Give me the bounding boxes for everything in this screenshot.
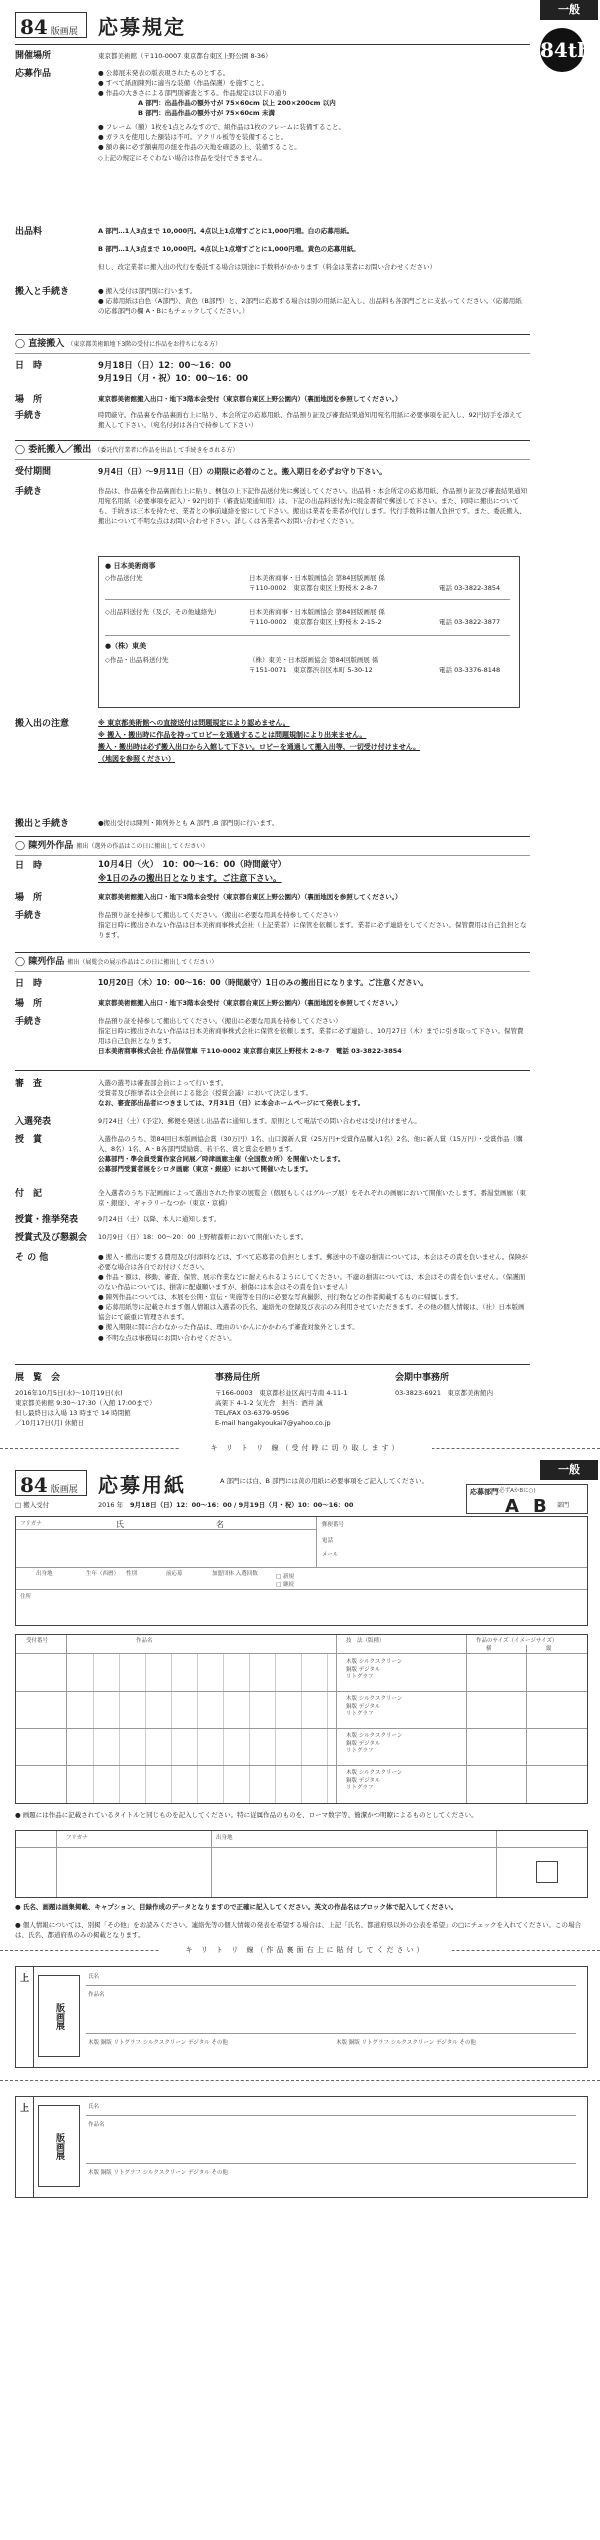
form-footnote-3: ● 個人情報については、別掲「その他」をお読みください。連絡先等の個人情報の発表を希望する場合は、上記「氏名、都道府県以外の公表を希望」の□にチェックを入れてください。この場合は、氏名、都道府県のみの掲載となります。 bbox=[15, 1921, 582, 1940]
form-category-tag: 一般 bbox=[540, 1460, 598, 1480]
award-line: 公募部門・準会員受賞作家合同展／時津画廊主催（全国数カ所）を開催いたします。 bbox=[98, 1155, 345, 1164]
agent-r3-tel: 電話 03-3376-8148 bbox=[439, 666, 501, 674]
new-checkbox[interactable]: □ 新規 bbox=[276, 1574, 294, 1580]
out2-proc-1: 作品預り証を持参して搬出してください。（搬出に必要な用具を持参してください） bbox=[98, 1017, 342, 1025]
form-title: 応募用紙 bbox=[98, 1473, 186, 1497]
tech-row-2[interactable]: 木版 シルクスクリーン 銅版 デジタル リトグラフ bbox=[346, 1696, 403, 1718]
procedure-line: ● 搬入受付は部門別に行います。 bbox=[98, 287, 197, 295]
procedure-block bbox=[98, 286, 528, 316]
caution-line: ※ 東京都美術館への直接送付は問題規定により認めません。 bbox=[98, 719, 290, 727]
agent-proc-label: 手続き bbox=[15, 487, 43, 497]
agent-r3-zip: 〒151-0071 東京都渋谷区本町 5-30-12 bbox=[249, 666, 373, 674]
fee-b: B 部門…1人3点まで 10,000円。4点以上1点増すごとに1,000円増。黄色の応募用紙。 bbox=[98, 245, 360, 254]
agent-period-label: 受付期間 bbox=[15, 467, 52, 477]
out1-place-label: 場 所 bbox=[15, 893, 43, 903]
fee-block bbox=[98, 226, 528, 272]
out2-proc-2: 指定日時に搬出されない作品は日本美術商事株式会社に保管を依頼します。業者に必ず連絡し、10月27日（木）までに引き取って下さい。保管費用は自己負担となります。 bbox=[98, 1027, 524, 1046]
agent-address-box bbox=[98, 556, 520, 708]
dept-suffix: 部門 bbox=[557, 1502, 570, 1509]
form-dates: 9月18日（日）12：00〜16：00 / 9月19日（月・祝）10：00〜16：00 bbox=[130, 1501, 354, 1509]
out1-dates bbox=[98, 859, 286, 886]
receipt-birthplace: 出身地 bbox=[216, 1835, 233, 1841]
birthyear-label: 生年（西暦） bbox=[86, 1571, 120, 1577]
birthplace-label: 出身地 bbox=[36, 1571, 53, 1577]
venue-label: 開催場所 bbox=[15, 51, 52, 61]
caution-label: 搬入出の注意 bbox=[15, 719, 70, 729]
zip-label: 郵便番号 bbox=[322, 1522, 345, 1528]
category-tag: 一般 bbox=[540, 0, 598, 20]
out2-proc-3: 日本美術商事株式会社 作品保管庫 〒110-0002 東京都台東区上野桜木 2-8-7 電話 03-3822-3854 bbox=[98, 1047, 402, 1056]
dept-a[interactable]: A bbox=[505, 1496, 519, 1517]
direct-date-2: 9月19日（月・祝）10：00〜16：00 bbox=[98, 373, 249, 384]
agent-r2-tel: 電話 03-3822-3877 bbox=[439, 618, 501, 626]
other-line: ● 搬入・搬出に要する費用及び付添料などは、すべて応募者の負担とします。郵送中の不慮の損害については、本会はその責を負いません。保険が必要な場合は各自でお付けください。 bbox=[98, 1253, 528, 1272]
review-label: 審 査 bbox=[15, 1079, 43, 1089]
receipt-check[interactable] bbox=[536, 1861, 558, 1883]
announce-label: 入選発表 bbox=[15, 1117, 52, 1127]
agent-r3-addr: （株）東美・日本版画協会 第84回版画展 係 bbox=[249, 656, 379, 664]
out2-proc bbox=[98, 1016, 528, 1056]
name-field[interactable] bbox=[56, 1529, 316, 1565]
entry-line: ● 作品の大きさによる部門別審査とする。作品規定は以下の通り bbox=[98, 89, 288, 98]
out2-date-label: 日 時 bbox=[15, 979, 43, 989]
form-logo bbox=[15, 1470, 87, 1496]
receipt-furigana: フリガナ bbox=[66, 1835, 88, 1841]
tech-row-4[interactable]: 木版 シルクスクリーン 銅版 デジタル リトグラフ bbox=[346, 1770, 403, 1792]
procedure-label: 搬入と手続き bbox=[15, 287, 70, 297]
label2-tech: 木版 銅版 リトグラフ シルクスクリーン デジタル その他 bbox=[88, 2170, 228, 2176]
works-width-header: 横 bbox=[486, 1646, 492, 1652]
fee-label: 出品料 bbox=[15, 227, 43, 237]
direct-title: ◯ 直接搬入 bbox=[15, 339, 65, 349]
agent-r3-label: ◇作品・出品料送付先 bbox=[105, 656, 169, 664]
office-label: 事務局住所 bbox=[215, 1373, 261, 1383]
out2-place-label: 場 所 bbox=[15, 999, 43, 1009]
other-line: ● 不明な点は事務局にお問い合わせください。 bbox=[98, 1333, 236, 1342]
review-line: 入選の選考は審査部会員によって行います。 bbox=[98, 1079, 228, 1087]
dept-b[interactable]: B bbox=[533, 1496, 547, 1517]
entry-note: ● 額の裏に必ず額裏用の紐を作品の天地を確認の上、装備すること。 bbox=[98, 143, 301, 152]
label1-tech-2: 木版 銅版 リトグラフ シルクスクリーン デジタル その他 bbox=[336, 2040, 476, 2046]
exhibit-line: ／10月17日(月) 休館日 bbox=[15, 1419, 85, 1428]
receipt-box bbox=[15, 1830, 588, 1898]
entry-note: ● フレーム（額）1枚を1点とみなすので、組作品は1枚のフレームに装備すること。 bbox=[98, 123, 345, 132]
prev-entry-label: 前応募 bbox=[166, 1571, 183, 1577]
direct-dates bbox=[98, 360, 248, 386]
entry-b-rule: B 部門：出品作品の額外寸が 75×60cm 未満 bbox=[138, 109, 275, 118]
family-name-label: 氏 bbox=[116, 1520, 124, 1529]
agent-r1-label: ◇作品送付先 bbox=[105, 574, 143, 582]
given-name-label: 名 bbox=[216, 1520, 224, 1529]
fee-a: A 部門…1人3点まで 10,000円。4点以上1点増すごとに1,000円増。白の応募用紙。 bbox=[98, 227, 354, 235]
dept-box[interactable] bbox=[466, 1484, 588, 1517]
history-label: 加盟団体 入選回数 bbox=[212, 1571, 258, 1577]
ceremony-text: 9月24日（土）以降、本人に通知します。 bbox=[98, 1215, 221, 1223]
direct-date-1: 9月18日（日）12：00〜16：00 bbox=[98, 361, 232, 371]
agent-company-1: ● 日本美術商事 bbox=[105, 562, 156, 570]
direct-place-label: 場 所 bbox=[15, 395, 43, 405]
review-block bbox=[98, 1078, 528, 1108]
caution-line: ※ 搬入・搬出時に作品を持ってロビーを通過することは問題規制により出来ません。 bbox=[98, 730, 367, 739]
works-table bbox=[15, 1634, 588, 1804]
email-label: メール bbox=[322, 1552, 339, 1558]
out1-title: ◯ 陳列外作品 bbox=[15, 841, 74, 851]
agent-r2-zip: 〒110-0002 東京都台東区上野桜木 2-15-2 bbox=[249, 618, 382, 626]
anniversary-badge: 84th bbox=[540, 28, 584, 72]
direct-proc-label: 手続き bbox=[15, 411, 43, 421]
works-tech-header: 技 法（版種） bbox=[346, 1638, 385, 1644]
agent-r1-tel: 電話 03-3822-3854 bbox=[439, 584, 501, 592]
form-footnote-1: ● 画題には作品に記載されているタイトルと同じものを記入してください。特に従属作品のものを、ローマ数字等、簡潔かつ明瞭によるものとしてください。 bbox=[15, 1811, 478, 1819]
out1-proc-label: 手続き bbox=[15, 911, 43, 921]
exhibition-logo bbox=[15, 12, 87, 38]
exhibit-block bbox=[15, 1388, 195, 1428]
label1-logo: 版画展 bbox=[38, 1975, 80, 2057]
cut-line-1: キ リ ト リ 線（受付時に切り取します） bbox=[180, 1443, 432, 1454]
other-line: ● 搬入期限に間に合わなかった作品は、理由のいかんにかかわらず審査対象外とします。 bbox=[98, 1323, 359, 1332]
agent-r1-zip: 〒110-0002 東京都台東区上野桜木 2-8-7 bbox=[249, 584, 378, 592]
direct-section-title bbox=[15, 338, 221, 352]
entry-note: ● ガラスを使用した額装は不可。アクリル板等を装備すること。 bbox=[98, 133, 288, 142]
label2-side: 上 bbox=[16, 2097, 34, 2197]
works-height-header: 縦 bbox=[546, 1646, 552, 1652]
entry-label: 応募作品 bbox=[15, 69, 52, 79]
ceremony-label: 授賞・推挙発表 bbox=[15, 1215, 79, 1225]
label1-tech: 木版 銅版 リトグラフ シルクスクリーン デジタル その他 bbox=[88, 2040, 228, 2046]
address-field[interactable] bbox=[46, 1591, 576, 1621]
agent-title: ◯ 委託搬入／搬出 bbox=[15, 445, 92, 455]
office-line: E-mail hangakyoukai7@yahoo.co.jp bbox=[215, 1419, 331, 1428]
out1-proc bbox=[98, 910, 528, 940]
exhibit-label: 展 覧 会 bbox=[15, 1373, 61, 1383]
office-block bbox=[215, 1388, 385, 1428]
out-proc-label: 搬出と手続き bbox=[15, 819, 70, 829]
exhibit-line: 但し最終日は入場 13 時まで 14 時閉館 bbox=[15, 1409, 131, 1418]
caution-line: （地図を参照ください） bbox=[98, 754, 175, 763]
agent-proc: 作品は、作品裏を作品裏面右上に貼り、梱包の上下記作品送付先に郵送してください。出品料・本会所定の応募用紙、作品預り証及び審査結果通知用宛名用紙（必要事項を記入）・92円切手（審査結果通知用）は、下記の出品料送付先に現金書留で郵送して下さい。また、同時に搬出についても、手続きは三本を持たせ、業者との事前連絡を密にして下さい。搬出は業者を業者が代行します。代行手数料は個人負担です。また、委託搬入、搬出について不明な点はお問い合わせ下さい。詳しくは各業者へお問い合わせください。 bbox=[98, 487, 527, 526]
out2-proc-label: 手続き bbox=[15, 1017, 43, 1027]
caution-line: 搬入・搬出時は必ず搬入出口から入館して下さい。ロビーを通過して搬入出等、一切受け付けません。 bbox=[98, 742, 421, 751]
announce-text: 9月24日（土）(予定)、郵便を発送し出品者に通知します。原則として電話での問い合わせは受け付けません。 bbox=[98, 1117, 421, 1125]
award-label: 授 賞 bbox=[15, 1135, 43, 1145]
out2-date: 10月20日（木）10：00〜16：00（時間厳守）1日のみの搬出日になります。ご注意ください。 bbox=[98, 978, 428, 987]
entry-block bbox=[98, 68, 518, 163]
review-line: 受賞者及び推挙者は全会員による総会（授賞会議）において決定します。 bbox=[98, 1089, 312, 1098]
out1-place: 東京都美術館搬入出口・地下3階本会受付（東京都台東区上野公園内）（裏面地図を参照してください。） bbox=[98, 893, 402, 901]
personal-info-table bbox=[15, 1516, 588, 1626]
continue-checkbox[interactable]: □ 継続 bbox=[276, 1582, 294, 1588]
direct-proc: 時間厳守。作品裏を作品裏面右上に貼り、本会所定の応募用紙、作品預り証及び審査結果通知用宛名用紙に必要事項を記入し、92円切手を添えて搬入して下さい。（宛名付封は各自で持参して下さい） bbox=[98, 411, 523, 430]
form-checkbox-label[interactable]: □ 搬入受付 bbox=[15, 1501, 50, 1509]
out1-sub: 搬出（選外の作品はこの日に搬出してください） bbox=[76, 843, 209, 850]
works-size-header: 作品のサイズ（イメージサイズ） bbox=[476, 1638, 558, 1644]
out2-section-title bbox=[15, 956, 217, 970]
cut-line-2: キ リ ト リ 線（作品裏面右上に貼付してください） bbox=[160, 1945, 452, 1956]
award-block bbox=[98, 1134, 528, 1174]
dept-label: 応募部門 bbox=[470, 1488, 498, 1496]
logo-name: 版画展 bbox=[50, 27, 78, 37]
exhibit-line: 2016年10月5日(水)〜10月19日(水) bbox=[15, 1389, 123, 1397]
office-line: TEL/FAX 03-6379-9596 bbox=[215, 1409, 290, 1418]
tech-row-1[interactable]: 木版 シルクスクリーン 銅版 デジタル リトグラフ bbox=[346, 1659, 403, 1681]
works-title-header: 作品名 bbox=[136, 1638, 153, 1644]
label1-title: 作品名 bbox=[88, 1992, 105, 1998]
venue-text: 東京都美術館（〒110-0007 東京都台東区上野公園 8-36） bbox=[98, 52, 272, 60]
label1-name: 氏名 bbox=[88, 1974, 100, 1980]
exhibit-line: 東京都美術館 9:30〜17:30（入館 17:00まで） bbox=[15, 1399, 156, 1408]
entry-note: ◇上記の規定にそぐわない場合は作品を受付できません。 bbox=[98, 153, 266, 162]
out1-proc-2: 指定日時に搬出されない作品は日本美術商事株式会社（上記業者）に保管を依頼します。業者に必ず連絡をしてください。保管費用は自己負担となります。 bbox=[98, 921, 527, 940]
direct-sub: （東京都美術館地下3階の受付に作品をお持ちになる方） bbox=[67, 341, 222, 348]
other-label: そ の 他 bbox=[15, 1253, 49, 1263]
direct-date-label: 日 時 bbox=[15, 361, 43, 371]
form-year: 2016 年 bbox=[98, 1501, 124, 1509]
agent-company-2: ●（株）東美 bbox=[105, 642, 147, 650]
out1-section-title bbox=[15, 840, 208, 854]
works-no-header: 受付番号 bbox=[26, 1638, 49, 1644]
label2-logo: 版画展 bbox=[38, 2105, 80, 2187]
award-line: 入選作品のうち、第84回日本版画協会賞（30万円）1名、山口源新人賞（25万円+受賞作品購入1名）2名、他に新人賞（15万円）・受賞作品（購入、8名）1名、A・B各部門奨励賞、若干名、賞と賞金を贈ります。 bbox=[98, 1135, 523, 1154]
other-line: ● 応募用紙等に記載されます個人情報は入選者の氏名、連絡先の登録及び表示のみ利用させていただきます。その他の個人情報は、（社）日本版画協会にて厳重に管理されます。 bbox=[98, 1303, 525, 1322]
agent-sub: （委託代行業者に作品を出品して手続きをされる方） bbox=[94, 447, 239, 454]
party-label: 授賞式及び懇親会 bbox=[15, 1233, 88, 1243]
out-proc-text: ●搬出受付は陳列・陣列外とも A 部門 ,B 部門別に行います。 bbox=[98, 819, 279, 827]
tech-row-3[interactable]: 木版 シルクスクリーン 銅版 デジタル リトグラフ bbox=[346, 1733, 403, 1755]
out1-date-label: 日 時 bbox=[15, 861, 43, 871]
out1-date: 10月4日（火） 10：00〜16：00（時間厳守） bbox=[98, 860, 287, 870]
grant-text: 全入選者のうち下記画廊によって選出された作家の展覧会（個展もしくはグループ展）をそれぞれの画廊において開催いたします。番湯堂画廊（東京・銀座）、ギャラリーなつか（東京・京橋） bbox=[98, 1189, 526, 1208]
review-line: なお、審査部出品者につきましては、7月31日（日）に本会ホームページにて発表します。 bbox=[98, 1099, 365, 1108]
out2-title: ◯ 陳列作品 bbox=[15, 957, 65, 967]
procedure-line: ● 応募用紙は白色（A部門）、黄色（B部門）と、2部門に応募する場合は別の用紙に記入し、出品料も各部門ごとに支払ってください。（応募用紙の応募部門の欄 A・Bにもチェックしてください。） bbox=[98, 297, 522, 316]
form-note: A 部門には白、B 部門には黄の用紙に必要事項をご記入してください。 bbox=[220, 1477, 429, 1485]
work-label-2[interactable] bbox=[15, 2096, 588, 2198]
other-line: ● 陳列作品については、本展を公開・宣伝・実施等を目的に必要な写真撮影、刊行物などの作者掲載するものに帰属します。 bbox=[98, 1293, 463, 1302]
address-label: 住所 bbox=[20, 1594, 32, 1600]
office-line: 高架下 4-1-2 気光舎 担当：酒井 誠 bbox=[215, 1399, 323, 1408]
entry-line: ● すべて紙面陳列に適当な装備（作品保護）を施すこと。 bbox=[98, 79, 269, 88]
out1-proc-1: 作品預り証を持参して搬出してください。（搬出に必要な用具を持参してください） bbox=[98, 911, 342, 919]
party-text: 10月9日（日）18：00〜20：00 上野精養軒において開催いたします。 bbox=[98, 1233, 308, 1241]
award-line: 公募部門受賞者展をシロタ画廊（東京・銀座）において開催いたします。 bbox=[98, 1165, 312, 1174]
contact-tel: 03-3823-6921 東京都美術館内 bbox=[395, 1389, 494, 1397]
agent-period: 9月4日（日）〜9月11日（日）の期限に必着のこと。搬入期日を必ずお守り下さい。 bbox=[98, 467, 387, 476]
direct-place: 東京都美術館搬入出口・地下3階本会受付（東京都台東区上野公園内）（裏面地図を参照してください。） bbox=[98, 395, 402, 403]
contact-label: 会期中事務所 bbox=[395, 1373, 450, 1383]
work-label-1[interactable] bbox=[15, 1966, 588, 2068]
other-line: ● 作品・額は、移動、審査、保管、展示作業などに耐えられるようにしてください。不慮の損害については、本会はその責を負いません。（保護面のない作品については、損害に配慮願いますが、損傷には本会はその責を負いません） bbox=[98, 1273, 526, 1292]
out2-sub: 搬出（展覧会の展示作品はこの日に搬出してください） bbox=[67, 959, 218, 966]
form-footnote-2: ● 氏名、画題は画集掲載、キャプション、目録作成のデータとなりますので正確に記入してください。英文の作品名はブロック体で記入してください。 bbox=[15, 1903, 458, 1911]
agent-r1-addr: 日本美術商事・日本版画協会 第84回版画展 係 bbox=[249, 574, 385, 582]
form-logo-name: 版画展 bbox=[50, 1485, 78, 1495]
sex-label: 性別 bbox=[126, 1571, 138, 1577]
entry-line: ● 公募展未発表の版表現されたものとする。 bbox=[98, 69, 230, 77]
office-line: 〒166-0003 東京都杉並区高円寺南 4-11-1 bbox=[215, 1389, 348, 1397]
agent-section-title bbox=[15, 444, 238, 458]
grant-label: 付 記 bbox=[15, 1189, 43, 1199]
fee-note: 但し、改定業者に搬入出の代行を委託する場合は別途に手数料がかかります（料金は業者にお問い合わせください） bbox=[98, 263, 436, 272]
out2-place: 東京都美術館搬入出口・地下3階本会受付（東京都台東区上野公園内）（裏面地図を参照してください。） bbox=[98, 999, 402, 1007]
caution-block bbox=[98, 718, 528, 766]
label2-name: 氏名 bbox=[88, 2104, 100, 2110]
furigana-label: フリガナ bbox=[20, 1521, 42, 1527]
page-title: 応募規定 bbox=[98, 15, 186, 39]
agent-r2-addr: 日本美術商事・日本版画協会 第84回版画展 係 bbox=[249, 608, 385, 616]
dept-note: (必ずAかBに○) bbox=[497, 1488, 536, 1494]
entry-a-rule: A 部門：出品作品の額外寸が 75×60cm 以上 200×200cm 以内 bbox=[138, 99, 336, 108]
form-logo-number: 84 bbox=[20, 1473, 48, 1497]
other-block bbox=[98, 1252, 528, 1343]
agent-r2-label: ◇出品料送付先（及び、その他連絡先） bbox=[105, 608, 221, 616]
out1-date-note: ※1日のみの搬出日となります。ご注意下さい。 bbox=[98, 873, 282, 884]
label2-title: 作品名 bbox=[88, 2122, 105, 2128]
logo-number: 84 bbox=[20, 15, 48, 39]
tel-label: 電話 bbox=[322, 1538, 334, 1544]
label1-side: 上 bbox=[16, 1967, 34, 2067]
